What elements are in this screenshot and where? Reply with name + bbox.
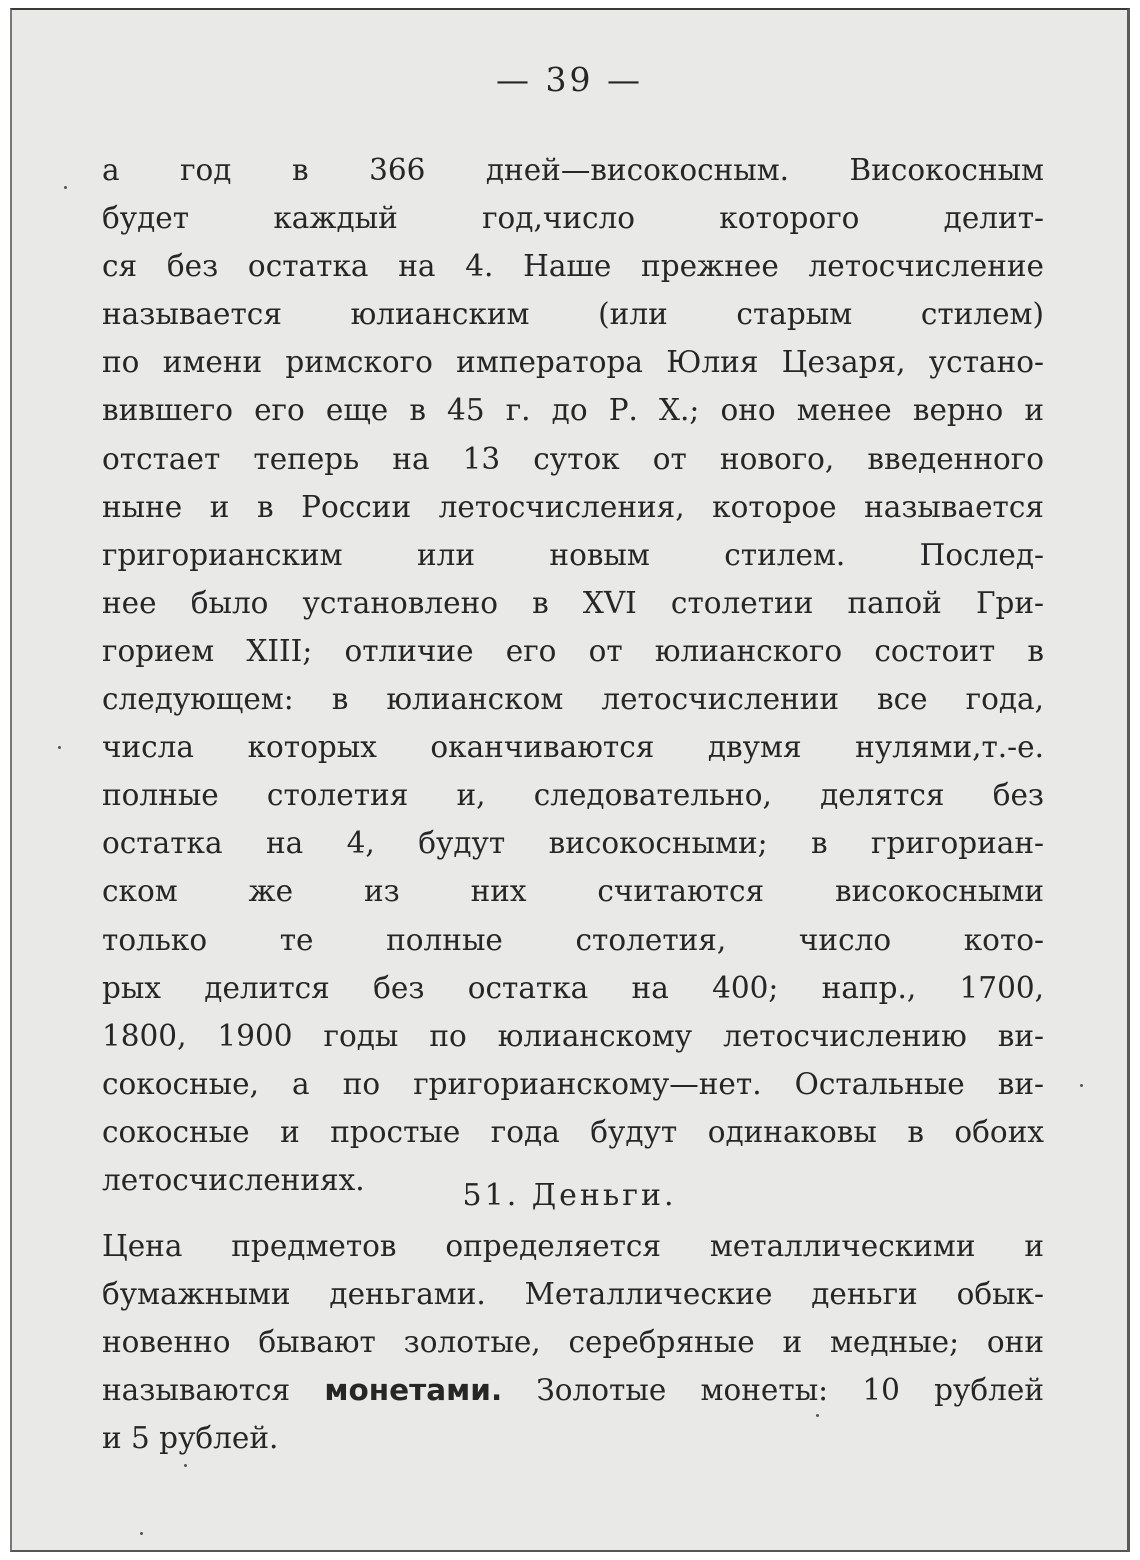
paper-speck: [140, 1532, 143, 1535]
text-line: будет каждый год,число которого делит-: [102, 201, 1044, 236]
text-line: Цена предметов определяется металлическими и: [102, 1229, 1044, 1263]
section-heading: 51. Деньги.: [462, 1178, 677, 1213]
text-line: называется юлианским (или старым стилем): [102, 297, 1044, 332]
text-line: отстает теперь на 13 суток от нового, введенного: [102, 441, 1044, 476]
text-line: а год в 366 дней—високосным. Високосным: [102, 153, 1044, 187]
text-line: горием XIII; отличие его от юлианского состоит в: [102, 633, 1044, 668]
text-line: бумажными деньгами. Металлические деньги обык-: [102, 1277, 1044, 1312]
text-fragment: называются: [102, 1373, 325, 1408]
emphasized-term: монетами.: [324, 1373, 503, 1408]
text-line: рых делится без остатка на 400; напр., 1700,: [102, 970, 1044, 1005]
text-line: числа которых оканчиваются двумя нулями,т.-е.: [102, 730, 1044, 765]
text-line-with-emphasis: [102, 1366, 1044, 1414]
text-line: ском же из них считаются високосными: [102, 874, 1044, 909]
text-line: григорианским или новым стилем. Послед-: [102, 537, 1044, 572]
paper-speck: [816, 1414, 819, 1417]
text-line: новенно бывают золотые, серебряные и медные; они: [102, 1325, 1044, 1360]
text-fragment: Золотые монеты: 10 рублей: [502, 1373, 1045, 1408]
calendar-paragraph: [102, 146, 1044, 1204]
text-line: следующем: в юлианском летосчислении все года,: [102, 682, 1044, 717]
text-line: остатка на 4, будут високосными; в григориан-: [102, 826, 1044, 861]
paper-speck: [64, 186, 67, 189]
text-line: полные столетия и, следовательно, делятся без: [102, 778, 1044, 813]
text-line: сокосные и простые года будут одинаковы в обоих: [102, 1114, 1044, 1149]
paper-speck: [58, 746, 61, 749]
money-paragraph: [102, 1222, 1044, 1462]
page-number: — 39 —: [496, 60, 643, 99]
text-line: 1800, 1900 годы по юлианскому летосчислению ви-: [102, 1018, 1044, 1053]
text-line: сокосные, а по григорианскому—нет. Остальные ви-: [102, 1066, 1044, 1101]
text-line: по имени римского императора Юлия Цезаря, устано-: [102, 345, 1044, 380]
text-line: летосчислениях.: [102, 1162, 365, 1197]
text-line: ныне и в России летосчисления, которое называется: [102, 489, 1044, 524]
paper-speck: [184, 1464, 187, 1467]
paper-speck: [1080, 1084, 1083, 1087]
book-page: [10, 8, 1130, 1552]
text-line: только те полные столетия, число кото-: [102, 922, 1044, 957]
text-line: вившего его еще в 45 г. до Р. Х.; оно менее верно и: [102, 393, 1044, 428]
text-line: и 5 рублей.: [102, 1421, 279, 1456]
text-line: нее было установлено в XVI столетии папой Гри-: [102, 585, 1044, 620]
text-line: ся без остатка на 4. Наше прежнее летосчисление: [102, 249, 1044, 284]
